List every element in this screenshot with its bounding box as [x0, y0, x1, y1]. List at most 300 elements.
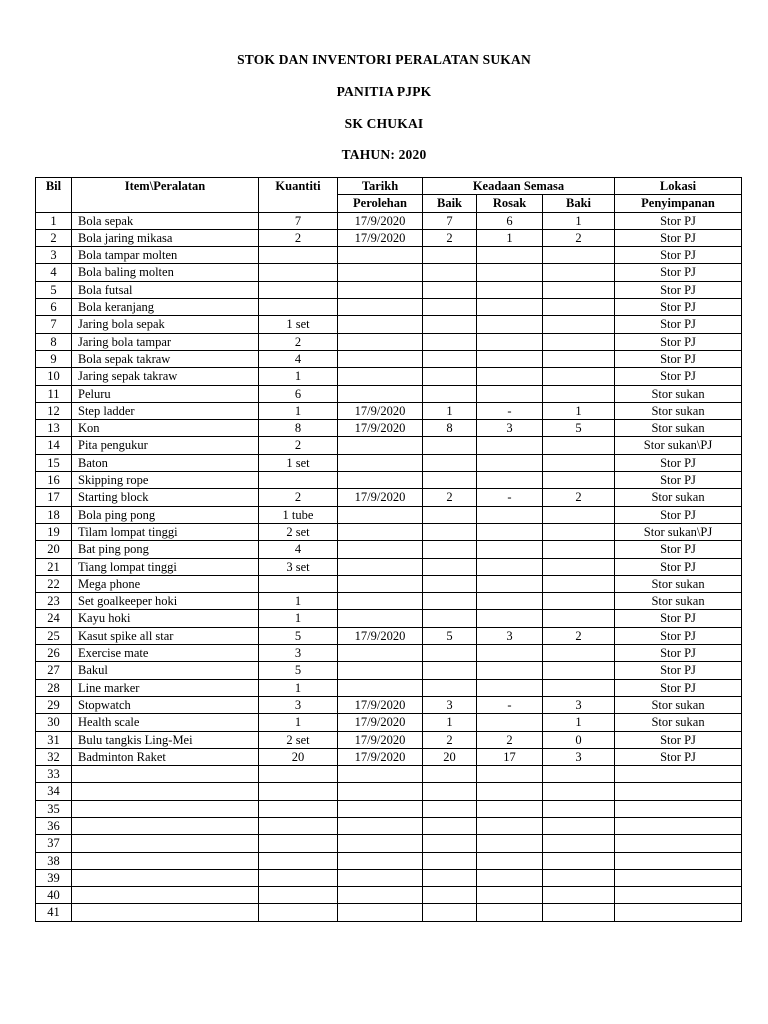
cell-baki [543, 835, 615, 852]
cell-kuantiti: 1 set [259, 316, 338, 333]
cell-item [72, 869, 259, 886]
document-title: STOK DAN INVENTORI PERALATAN SUKAN [237, 52, 531, 67]
header-row-1 [36, 178, 742, 195]
cell-bil: 3 [36, 247, 72, 264]
cell-kuantiti: 20 [259, 748, 338, 765]
cell-baik: 7 [423, 212, 477, 229]
cell-baik [423, 385, 477, 402]
cell-tarikh [338, 523, 423, 540]
cell-lokasi: Stor PJ [615, 212, 742, 229]
cell-item: Bola baling molten [72, 264, 259, 281]
cell-bil: 31 [36, 731, 72, 748]
cell-kuantiti: 3 set [259, 558, 338, 575]
cell-lokasi: Stor PJ [615, 748, 742, 765]
cell-tarikh [338, 316, 423, 333]
cell-baki [543, 662, 615, 679]
cell-item [72, 904, 259, 921]
header-lokasi-line1: Lokasi [615, 178, 742, 195]
cell-baik [423, 783, 477, 800]
cell-bil: 18 [36, 506, 72, 523]
cell-kuantiti: 1 [259, 368, 338, 385]
cell-item: Jaring sepak takraw [72, 368, 259, 385]
table-row [36, 783, 742, 800]
cell-baik: 2 [423, 731, 477, 748]
cell-lokasi: Stor sukan [615, 489, 742, 506]
cell-rosak [477, 835, 543, 852]
table-row [36, 420, 742, 437]
cell-baki [543, 523, 615, 540]
cell-bil: 1 [36, 212, 72, 229]
cell-kuantiti [259, 299, 338, 316]
cell-tarikh [338, 385, 423, 402]
header-tarikh-line1: Tarikh [338, 178, 423, 195]
cell-tarikh: 17/9/2020 [338, 420, 423, 437]
cell-rosak [477, 869, 543, 886]
cell-kuantiti [259, 766, 338, 783]
table-row [36, 696, 742, 713]
cell-baki [543, 506, 615, 523]
cell-tarikh: 17/9/2020 [338, 731, 423, 748]
table-row [36, 523, 742, 540]
table-row [36, 575, 742, 592]
cell-tarikh [338, 817, 423, 834]
cell-baki: 2 [543, 489, 615, 506]
cell-bil: 10 [36, 368, 72, 385]
cell-baki [543, 247, 615, 264]
cell-bil: 12 [36, 402, 72, 419]
table-row [36, 489, 742, 506]
cell-baki [543, 679, 615, 696]
table-row [36, 368, 742, 385]
table-row [36, 454, 742, 471]
cell-bil: 4 [36, 264, 72, 281]
cell-item: Exercise mate [72, 645, 259, 662]
cell-lokasi: Stor PJ [615, 316, 742, 333]
cell-lokasi [615, 817, 742, 834]
cell-baik [423, 368, 477, 385]
cell-tarikh: 17/9/2020 [338, 212, 423, 229]
cell-baik: 1 [423, 402, 477, 419]
cell-kuantiti: 3 [259, 696, 338, 713]
cell-kuantiti [259, 575, 338, 592]
cell-tarikh: 17/9/2020 [338, 489, 423, 506]
cell-baik: 20 [423, 748, 477, 765]
cell-baki [543, 299, 615, 316]
cell-rosak [477, 541, 543, 558]
cell-baki [543, 800, 615, 817]
cell-lokasi: Stor sukan [615, 420, 742, 437]
cell-baki [543, 281, 615, 298]
cell-item: Starting block [72, 489, 259, 506]
cell-baik [423, 766, 477, 783]
cell-baki [543, 541, 615, 558]
cell-tarikh [338, 887, 423, 904]
cell-lokasi: Stor sukan [615, 714, 742, 731]
cell-item: Skipping rope [72, 472, 259, 489]
cell-item: Peluru [72, 385, 259, 402]
cell-item: Jaring bola sepak [72, 316, 259, 333]
cell-baik [423, 904, 477, 921]
cell-baik [423, 575, 477, 592]
cell-item: Bat ping pong [72, 541, 259, 558]
cell-baik [423, 541, 477, 558]
cell-tarikh [338, 835, 423, 852]
cell-kuantiti [259, 817, 338, 834]
table-row [36, 541, 742, 558]
cell-bil: 5 [36, 281, 72, 298]
cell-item [72, 817, 259, 834]
cell-lokasi: Stor PJ [615, 247, 742, 264]
cell-tarikh [338, 610, 423, 627]
cell-bil: 33 [36, 766, 72, 783]
cell-rosak [477, 316, 543, 333]
cell-rosak [477, 437, 543, 454]
cell-lokasi [615, 904, 742, 921]
cell-rosak [477, 887, 543, 904]
school-name: SK CHUKAI [344, 116, 424, 131]
cell-rosak [477, 247, 543, 264]
table-row [36, 766, 742, 783]
cell-tarikh [338, 558, 423, 575]
cell-tarikh [338, 472, 423, 489]
cell-kuantiti [259, 281, 338, 298]
cell-kuantiti: 5 [259, 627, 338, 644]
cell-baki [543, 645, 615, 662]
cell-lokasi [615, 852, 742, 869]
cell-baki [543, 385, 615, 402]
cell-bil: 34 [36, 783, 72, 800]
cell-lokasi [615, 887, 742, 904]
cell-lokasi: Stor PJ [615, 610, 742, 627]
cell-baki [543, 852, 615, 869]
cell-bil: 8 [36, 333, 72, 350]
cell-rosak [477, 368, 543, 385]
cell-baik [423, 679, 477, 696]
cell-tarikh [338, 904, 423, 921]
cell-bil: 17 [36, 489, 72, 506]
table-row [36, 316, 742, 333]
header-bil: Bil [36, 178, 72, 213]
cell-item: Jaring bola tampar [72, 333, 259, 350]
cell-tarikh [338, 662, 423, 679]
cell-tarikh [338, 264, 423, 281]
cell-bil: 22 [36, 575, 72, 592]
cell-kuantiti: 4 [259, 541, 338, 558]
cell-tarikh: 17/9/2020 [338, 714, 423, 731]
cell-bil: 26 [36, 645, 72, 662]
cell-baik [423, 558, 477, 575]
cell-item: Baton [72, 454, 259, 471]
cell-lokasi: Stor PJ [615, 281, 742, 298]
cell-kuantiti: 1 set [259, 454, 338, 471]
header-baki: Baki [543, 195, 615, 212]
cell-item: Kayu hoki [72, 610, 259, 627]
cell-rosak: 6 [477, 212, 543, 229]
cell-tarikh [338, 783, 423, 800]
table-row [36, 627, 742, 644]
table-row [36, 904, 742, 921]
cell-baki [543, 264, 615, 281]
cell-item: Set goalkeeper hoki [72, 593, 259, 610]
cell-bil: 40 [36, 887, 72, 904]
cell-item: Stopwatch [72, 696, 259, 713]
cell-item [72, 766, 259, 783]
table-row [36, 229, 742, 246]
table-row [36, 472, 742, 489]
cell-item [72, 783, 259, 800]
cell-baik [423, 523, 477, 540]
cell-tarikh [338, 299, 423, 316]
cell-kuantiti: 2 [259, 437, 338, 454]
cell-baki: 1 [543, 212, 615, 229]
cell-bil: 23 [36, 593, 72, 610]
cell-baik [423, 281, 477, 298]
table-row [36, 852, 742, 869]
cell-tarikh [338, 247, 423, 264]
committee-name: PANITIA PJPK [336, 84, 432, 99]
cell-lokasi: Stor PJ [615, 229, 742, 246]
cell-kuantiti [259, 869, 338, 886]
header-keadaan: Keadaan Semasa [423, 178, 615, 195]
table-row [36, 645, 742, 662]
cell-item: Tiang lompat tinggi [72, 558, 259, 575]
cell-rosak [477, 766, 543, 783]
cell-bil: 39 [36, 869, 72, 886]
year-label: TAHUN: 2020 [341, 147, 427, 162]
cell-rosak [477, 610, 543, 627]
cell-rosak: 2 [477, 731, 543, 748]
cell-baik [423, 662, 477, 679]
cell-tarikh [338, 437, 423, 454]
cell-rosak: 3 [477, 627, 543, 644]
cell-bil: 13 [36, 420, 72, 437]
cell-baki [543, 904, 615, 921]
cell-tarikh [338, 350, 423, 367]
cell-tarikh: 17/9/2020 [338, 627, 423, 644]
table-row [36, 333, 742, 350]
cell-bil: 25 [36, 627, 72, 644]
cell-baik [423, 852, 477, 869]
cell-bil: 20 [36, 541, 72, 558]
cell-item: Bakul [72, 662, 259, 679]
cell-bil: 11 [36, 385, 72, 402]
cell-lokasi: Stor sukan [615, 402, 742, 419]
cell-baki: 0 [543, 731, 615, 748]
cell-rosak [477, 281, 543, 298]
table-row [36, 817, 742, 834]
cell-rosak [477, 506, 543, 523]
cell-tarikh [338, 506, 423, 523]
cell-item: Health scale [72, 714, 259, 731]
cell-kuantiti [259, 904, 338, 921]
cell-item: Bola jaring mikasa [72, 229, 259, 246]
cell-kuantiti [259, 835, 338, 852]
cell-bil: 24 [36, 610, 72, 627]
cell-baik [423, 887, 477, 904]
cell-kuantiti [259, 800, 338, 817]
cell-baki [543, 316, 615, 333]
cell-rosak [477, 299, 543, 316]
cell-baik: 3 [423, 696, 477, 713]
cell-kuantiti [259, 264, 338, 281]
cell-rosak [477, 558, 543, 575]
table-row [36, 662, 742, 679]
header-tarikh-line2: Perolehan [338, 195, 423, 212]
cell-lokasi: Stor PJ [615, 299, 742, 316]
header-rosak: Rosak [477, 195, 543, 212]
cell-baki [543, 472, 615, 489]
cell-item: Badminton Raket [72, 748, 259, 765]
cell-lokasi [615, 835, 742, 852]
table-row [36, 299, 742, 316]
cell-rosak: 1 [477, 229, 543, 246]
table-row [36, 402, 742, 419]
table-row [36, 679, 742, 696]
cell-lokasi: Stor PJ [615, 731, 742, 748]
cell-baki [543, 333, 615, 350]
header-item: Item\Peralatan [72, 178, 259, 213]
cell-lokasi: Stor sukan [615, 696, 742, 713]
cell-kuantiti: 1 [259, 714, 338, 731]
table-row [36, 350, 742, 367]
cell-kuantiti: 4 [259, 350, 338, 367]
cell-baki [543, 368, 615, 385]
cell-baik [423, 333, 477, 350]
cell-baki [543, 437, 615, 454]
cell-bil: 19 [36, 523, 72, 540]
cell-kuantiti: 5 [259, 662, 338, 679]
cell-bil: 21 [36, 558, 72, 575]
cell-baik [423, 454, 477, 471]
cell-rosak [477, 593, 543, 610]
cell-tarikh [338, 766, 423, 783]
table-row [36, 437, 742, 454]
cell-tarikh [338, 281, 423, 298]
cell-bil: 2 [36, 229, 72, 246]
cell-rosak [477, 783, 543, 800]
cell-baik [423, 264, 477, 281]
table-row [36, 506, 742, 523]
cell-bil: 16 [36, 472, 72, 489]
cell-tarikh [338, 333, 423, 350]
cell-kuantiti: 7 [259, 212, 338, 229]
header-baik: Baik [423, 195, 477, 212]
table-row [36, 558, 742, 575]
cell-baki: 2 [543, 627, 615, 644]
cell-rosak [477, 800, 543, 817]
cell-rosak: - [477, 489, 543, 506]
cell-bil: 29 [36, 696, 72, 713]
cell-tarikh: 17/9/2020 [338, 696, 423, 713]
cell-baik [423, 610, 477, 627]
cell-baki [543, 593, 615, 610]
cell-item [72, 887, 259, 904]
cell-baik: 8 [423, 420, 477, 437]
cell-rosak: - [477, 696, 543, 713]
cell-lokasi: Stor PJ [615, 541, 742, 558]
cell-rosak [477, 679, 543, 696]
cell-kuantiti: 2 [259, 333, 338, 350]
cell-baik [423, 593, 477, 610]
cell-baik [423, 869, 477, 886]
cell-lokasi: Stor sukan\PJ [615, 523, 742, 540]
cell-bil: 27 [36, 662, 72, 679]
cell-kuantiti: 1 tube [259, 506, 338, 523]
cell-rosak [477, 904, 543, 921]
cell-lokasi: Stor sukan [615, 385, 742, 402]
cell-rosak [477, 523, 543, 540]
cell-tarikh: 17/9/2020 [338, 402, 423, 419]
cell-item [72, 852, 259, 869]
cell-tarikh [338, 679, 423, 696]
cell-baki: 2 [543, 229, 615, 246]
cell-bil: 6 [36, 299, 72, 316]
cell-item [72, 800, 259, 817]
cell-baki [543, 558, 615, 575]
cell-baki [543, 783, 615, 800]
cell-item [72, 835, 259, 852]
cell-baik [423, 299, 477, 316]
cell-item: Tilam lompat tinggi [72, 523, 259, 540]
cell-kuantiti [259, 887, 338, 904]
cell-rosak [477, 454, 543, 471]
cell-baki [543, 869, 615, 886]
cell-baik [423, 800, 477, 817]
cell-rosak [477, 264, 543, 281]
cell-bil: 38 [36, 852, 72, 869]
cell-baki [543, 817, 615, 834]
cell-tarikh [338, 454, 423, 471]
header-kuantiti: Kuantiti [259, 178, 338, 213]
cell-kuantiti [259, 852, 338, 869]
cell-bil: 15 [36, 454, 72, 471]
cell-rosak [477, 852, 543, 869]
cell-bil: 41 [36, 904, 72, 921]
table-row [36, 714, 742, 731]
cell-lokasi [615, 869, 742, 886]
table-row [36, 247, 742, 264]
cell-baik: 1 [423, 714, 477, 731]
cell-lokasi [615, 783, 742, 800]
cell-lokasi: Stor PJ [615, 368, 742, 385]
cell-lokasi: Stor PJ [615, 350, 742, 367]
table-row [36, 835, 742, 852]
cell-bil: 36 [36, 817, 72, 834]
cell-lokasi: Stor PJ [615, 558, 742, 575]
cell-item: Kasut spike all star [72, 627, 259, 644]
cell-baik: 2 [423, 229, 477, 246]
cell-kuantiti: 1 [259, 593, 338, 610]
cell-item: Bola ping pong [72, 506, 259, 523]
cell-tarikh [338, 869, 423, 886]
cell-lokasi: Stor PJ [615, 506, 742, 523]
cell-item: Bola keranjang [72, 299, 259, 316]
cell-item: Bola sepak takraw [72, 350, 259, 367]
cell-baik: 5 [423, 627, 477, 644]
cell-lokasi: Stor PJ [615, 679, 742, 696]
cell-tarikh [338, 368, 423, 385]
cell-kuantiti: 2 set [259, 731, 338, 748]
cell-rosak [477, 714, 543, 731]
cell-kuantiti: 1 [259, 610, 338, 627]
cell-kuantiti: 6 [259, 385, 338, 402]
cell-baki [543, 610, 615, 627]
cell-kuantiti: 8 [259, 420, 338, 437]
cell-item: Bulu tangkis Ling-Mei [72, 731, 259, 748]
cell-kuantiti [259, 783, 338, 800]
cell-baki [543, 766, 615, 783]
cell-rosak [477, 333, 543, 350]
